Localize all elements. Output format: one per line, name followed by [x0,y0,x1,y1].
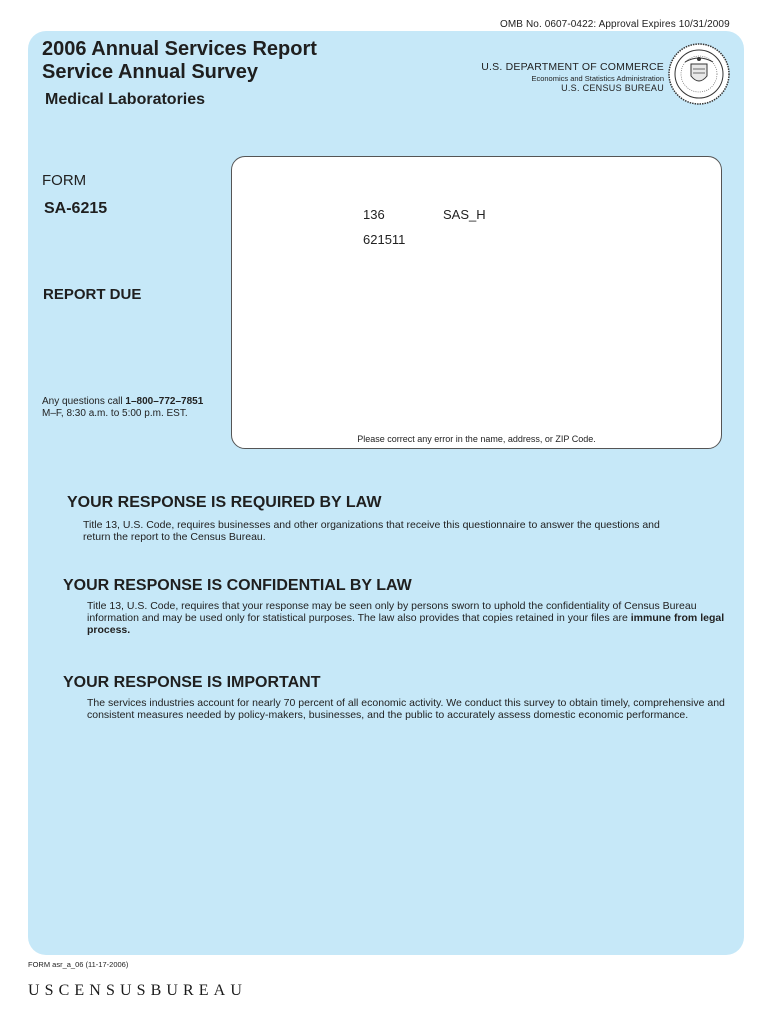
report-title: 2006 Annual Services Report [42,38,317,60]
address-code-a: 136 [363,207,385,222]
address-code-b: SAS_H [443,207,486,222]
phone-number: 1–800–772–7851 [125,396,204,407]
important-heading: YOUR RESPONSE IS IMPORTANT [63,674,321,691]
confidential-body [87,600,727,636]
form-code: FORM asr_a_06 (11-17-2006) [28,960,129,969]
required-body: Title 13, U.S. Code, requires businesses and other organizations that receive this questionnaire to answer the questions and return the report to the Census Bureau. [83,519,660,543]
commerce-seal-icon [667,42,731,106]
department-name: U.S. DEPARTMENT OF COMMERCE [481,61,664,73]
mailing-address-box [231,156,722,449]
confidential-heading: YOUR RESPONSE IS CONFIDENTIAL BY LAW [63,577,412,594]
office-hours: M–F, 8:30 a.m. to 5:00 p.m. EST. [42,408,188,419]
confidential-bold-text: immune from legal process. [87,612,725,636]
survey-title: Service Annual Survey [42,61,259,83]
address-code-c: 621511 [363,232,406,247]
omb-approval-notice: OMB No. 0607-0422: Approval Expires 10/31/2009 [500,19,730,30]
census-bureau-logo: USCENSUSBUREAU [28,982,247,999]
address-correction-note: Please correct any error in the name, address, or ZIP Code. [357,434,596,444]
bureau-name: U.S. CENSUS BUREAU [561,83,664,93]
report-due-label: REPORT DUE [43,286,142,303]
required-heading: YOUR RESPONSE IS REQUIRED BY LAW [67,494,382,511]
administration-name: Economics and Statistics Administration [531,74,664,83]
industry-subtitle: Medical Laboratories [45,91,206,108]
confidential-text: Title 13, U.S. Code, requires that your response may be seen only by persons sworn to uphold the confidentiality of Census Bureau information and may be used only for statistical purposes. The law also provides that copies retained in your files are [87,600,697,624]
agency-block [481,61,664,93]
form-number: SA-6215 [44,200,108,217]
questions-prefix: Any questions call [42,396,126,407]
important-body: The services industries account for nearly 70 percent of all economic activity. We conduct this survey to obtain timely, comprehensive and consistent measures needed by policy-makers, businesses, and the public to accurately assess domestic economic performance. [87,697,725,721]
form-label: FORM [42,172,87,189]
questions-contact [42,396,203,420]
